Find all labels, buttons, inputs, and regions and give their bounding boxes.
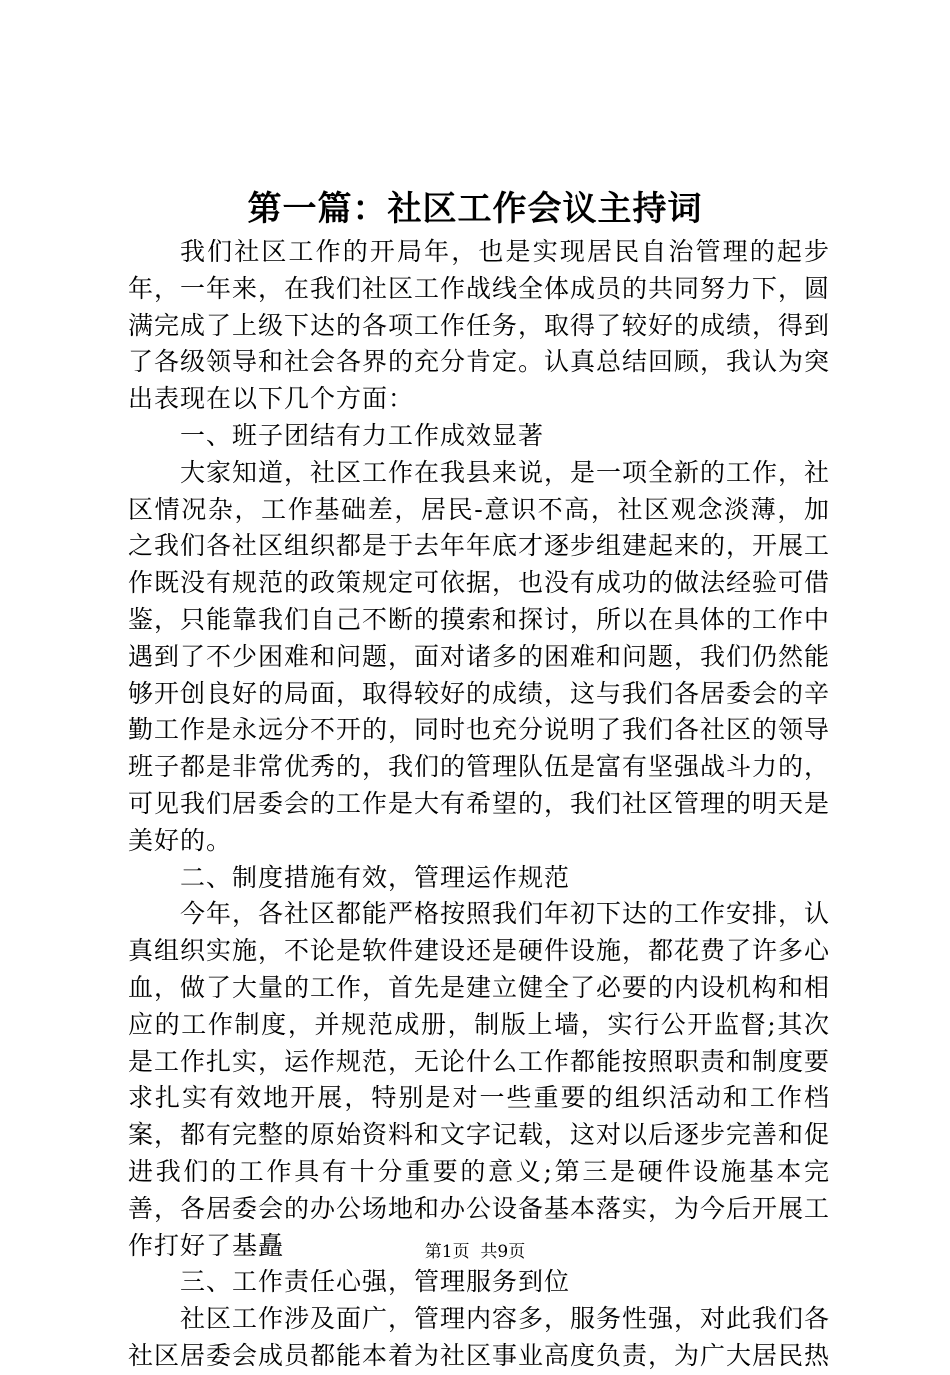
- section-heading-1: 一、班子团结有力工作成效显著: [180, 420, 545, 450]
- page-footer: [0, 1240, 950, 1264]
- paragraph-intro: 我们社区工作的开局年，也是实现居民自治管理的起步年，一年来，在我们社区工作战线全体成员的共同努力下，圆满完成了上级下达的各项工作任务，取得了较好的成绩，得到了各级领导和社会各界的充分肯定。认真总结回顾，我认为突出表现在以下几个方面：: [128, 237, 831, 414]
- total-prefix: 共: [480, 1242, 498, 1262]
- total-pages: 9: [497, 1242, 509, 1262]
- document-body: [128, 234, 830, 1375]
- paragraph-section-2: 今年，各社区都能严格按照我们年初下达的工作安排，认真组织实施，不论是软件建设还是硬件设施，都花费了许多心血，做了大量的工作，首先是建立健全了必要的内设机构和相应的工作制度，并规范成册，制版上墙，实行公开监督;其次是工作扎实，运作规范，无论什么工作都能按照职责和制度要求扎实有效地开展，特别是对一些重要的组织活动和工作档案，都有完整的原始资料和文字记载，这对以后逐步完善和促进我们的工作具有十分重要的意义;第三是硬件设施基本完善，各居委会的办公场地和办公设备基本落实，为今后开展工作打好了基矗: [128, 899, 831, 1260]
- section-heading-3: 三、工作责任心强，管理服务到位: [180, 1267, 571, 1297]
- document-title: 第一篇：社区工作会议主持词: [247, 189, 703, 229]
- page-prefix: 第: [424, 1242, 442, 1262]
- page-suffix: 页: [452, 1242, 470, 1262]
- total-suffix: 页: [508, 1242, 526, 1262]
- paragraph-section-3: 社区工作涉及面广，管理内容多，服务性强，对此我们各社区居委会成员都能本着为社区事业高度负责，为广大居民热: [128, 1304, 831, 1370]
- page-number: 1: [441, 1242, 453, 1262]
- footer-spacer: [470, 1242, 481, 1262]
- section-heading-2: 二、制度措施有效，管理运作规范: [180, 862, 571, 892]
- paragraph-section-1: 大家知道，社区工作在我县来说，是一项全新的工作，社区情况杂，工作基础差，居民-意识不高，社区观念淡薄，加之我们各社区组织都是于去年年底才逐步组建起来的，开展工作既没有规范的政策规定可依据，也没有成功的做法经验可借鉴，只能靠我们自己不断的摸索和探讨，所以在具体的工作中遇到了不少困难和问题，面对诸多的困难和问题，我们仍然能够开创良好的局面，取得较好的成绩，这与我们各居委会的辛勤工作是永远分不开的，同时也充分说明了我们各社区的领导班子都是非常优秀的，我们的管理队伍是富有坚强战斗力的，可见我们居委会的工作是大有希望的，我们社区管理的明天是美好的。: [128, 457, 831, 855]
